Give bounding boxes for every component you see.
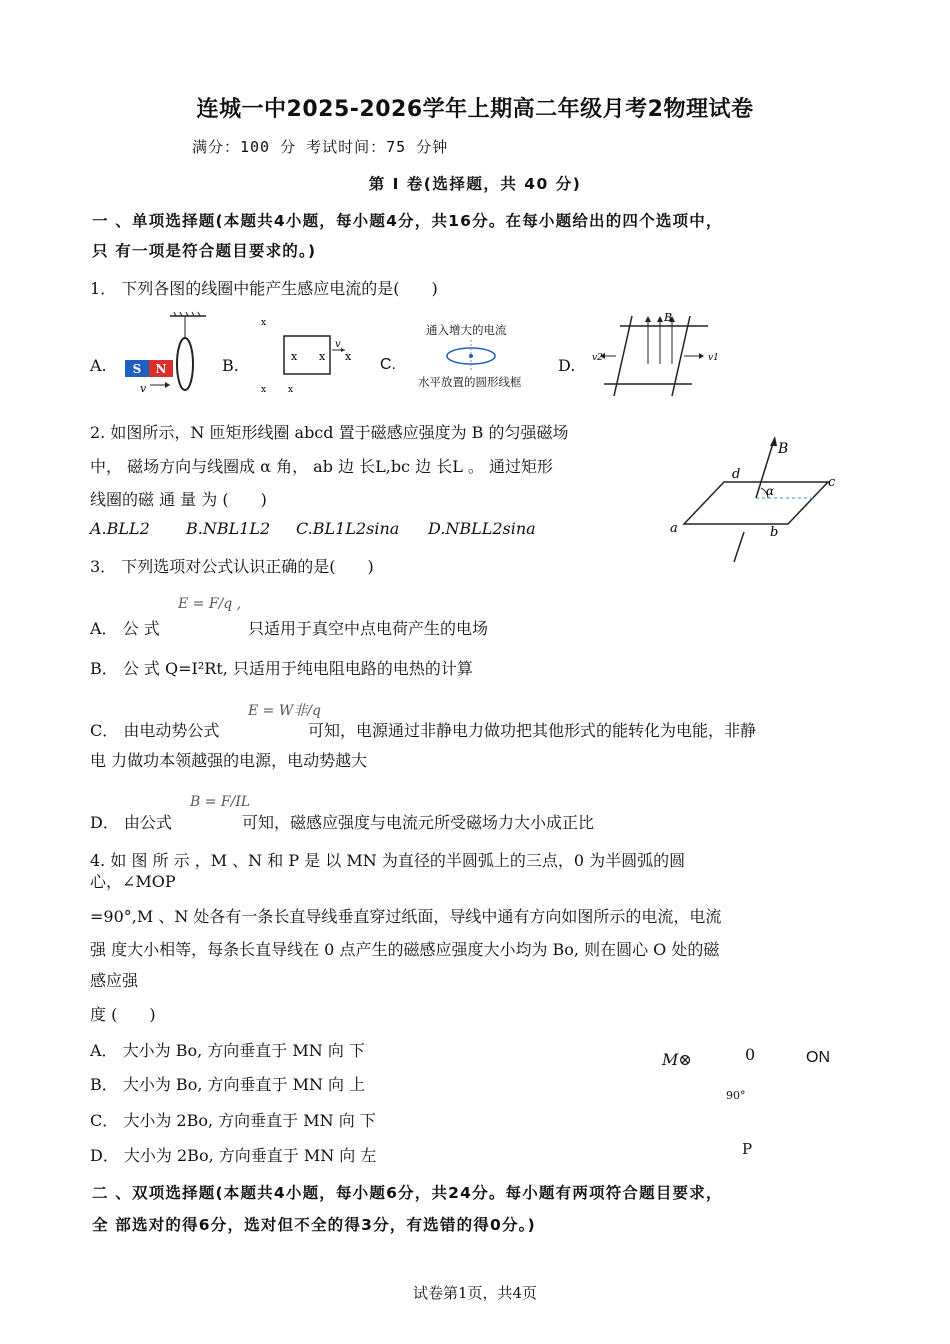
- q1-figure-c: [436, 340, 506, 370]
- q1-label-d: D.: [558, 356, 576, 375]
- field-mark: x: [345, 350, 352, 363]
- q3-option-d-text: 可知，磁感应强度与电流元所受磁场力大小成正比: [242, 813, 595, 832]
- q1-label-b: B.: [222, 356, 239, 375]
- q4-line3: =90°,M 、N 处各有一条长直导线垂直穿过纸面，导线中通有方向如图所示的电流，电流: [90, 907, 722, 926]
- section1-line2: 只 有一项是符合题目要求的。): [92, 242, 317, 260]
- q3-option-b: B． 公 式 Q=I²Rt, 只适用于纯电阻电路的电热的计算: [90, 659, 473, 678]
- magnet-n-pole: N: [155, 362, 167, 376]
- field-mark: x: [261, 385, 267, 395]
- velocity-label: v: [335, 339, 341, 350]
- q2-line1: 2. 如图所示，N 匝矩形线圈 abcd 置于磁感应强度为 B 的匀强磁场: [90, 423, 569, 442]
- q3-option-c-line2: 电 力做功本领越强的电源，电动势越大: [90, 751, 368, 770]
- field-b-label: B: [664, 311, 673, 324]
- q3-formula-c: E = W非/q: [248, 703, 321, 719]
- q4-line1: 4. 如 图 所 示 ，M 、N 和 P 是 以 MN 为直径的半圆弧上的三点，0 为半圆弧的圆: [90, 851, 686, 870]
- q1-figure-d: [590, 306, 730, 398]
- field-mark: x: [261, 318, 267, 328]
- q2-option-a: A.BLL2: [90, 519, 150, 538]
- figure-d-label: d: [732, 467, 741, 482]
- q4-option-c: C． 大小为 2Bo, 方向垂直于 MN 向 下: [90, 1111, 376, 1130]
- section2-line1: 二 、双项选择题(本题共4小题，每小题6分，共24分。每小题有两项符合题目要求，: [92, 1184, 723, 1202]
- q3-option-c-text: 可知，电源通过非静电力做功把其他形式的能转化为电能，非静: [308, 721, 757, 740]
- q4-figure-angle-label: 90°: [726, 1089, 746, 1102]
- q4-line6: 度 ( ): [90, 1005, 156, 1024]
- velocity-label: v: [140, 382, 147, 395]
- q3-option-c: C． 由电动势公式: [90, 721, 220, 740]
- q3-formula-d: B = F/IL: [190, 794, 251, 810]
- q4-figure-o-label: 0: [745, 1045, 756, 1064]
- q4-option-a: A． 大小为 Bo, 方向垂直于 MN 向 下: [90, 1041, 365, 1060]
- figure-b-label: B: [778, 441, 789, 457]
- figure-c-label: c: [828, 475, 836, 490]
- q4-figure-n-label: ON: [806, 1049, 830, 1066]
- q1-figure-b: [255, 314, 365, 396]
- q3-stem: 3． 下列选项对公式认识正确的是( ): [90, 557, 374, 576]
- q2-line2: 中， 磁场方向与线圈成 α 角， ab 边 长L,bc 边 长L 。 通过矩形: [90, 457, 553, 476]
- q3-option-a-text: 只适用于真空中点电荷产生的电场: [248, 619, 489, 638]
- figure-a-label: a: [670, 521, 678, 536]
- figure-b-corner-label: b: [770, 525, 779, 540]
- q2-line3: 线圈的磁 通 量 为 ( ): [90, 490, 267, 509]
- volume-heading: 第 I 卷(选择题，共 40 分): [368, 175, 582, 193]
- q4-figure-m-label: M⊗: [662, 1050, 692, 1069]
- exam-meta: 满分：100 分 考试时间：75 分钟: [192, 138, 449, 156]
- q4-line2: 心，∠MOP: [90, 872, 176, 891]
- q1-figure-c-top-label: 通入增大的电流: [426, 323, 507, 337]
- page-footer: 试卷第1页，共4页: [412, 1284, 538, 1302]
- q1-stem: 1． 下列各图的线圈中能产生感应电流的是( ): [90, 279, 438, 298]
- q1-figure-c-bottom-label: 水平放置的圆形线框: [418, 375, 522, 389]
- field-mark: x: [288, 385, 294, 395]
- field-mark: x: [319, 350, 326, 363]
- section1-line1: 一 、单项选择题(本题共4小题，每小题4分，共16分。在每小题给出的四个选项中，: [92, 212, 723, 230]
- page-title: 连城一中2025-2026学年上期高二年级月考2物理试卷: [196, 97, 754, 122]
- magnet-s-pole: S: [132, 362, 142, 376]
- velocity-v2-label: v2: [592, 353, 603, 363]
- q2-option-b: B.NBL1L2: [186, 519, 271, 538]
- q3-option-d: D． 由公式: [90, 813, 172, 832]
- q1-label-c: C.: [380, 356, 396, 373]
- q1-label-a: A.: [90, 356, 107, 375]
- q2-option-c: C.BL1L2sina: [296, 519, 400, 538]
- q4-figure-p-label: P: [742, 1140, 753, 1158]
- q4-line4: 强 度大小相等，每条长直导线在 0 点产生的磁感应强度大小均为 Bo, 则在圆心 O 处的磁: [90, 940, 720, 959]
- figure-alpha-label: α: [766, 484, 775, 498]
- q4-option-d: D． 大小为 2Bo, 方向垂直于 MN 向 左: [90, 1146, 377, 1165]
- q2-option-d: D.NBLL2sina: [428, 519, 536, 538]
- field-mark: x: [291, 350, 298, 363]
- q4-option-b: B． 大小为 Bo, 方向垂直于 MN 向 上: [90, 1075, 366, 1094]
- q1-figure-a: [118, 310, 218, 398]
- section2-line2: 全 部选对的得6分，选对但不全的得3分，有选错的得0分。): [92, 1216, 536, 1234]
- q2-figure: [662, 432, 862, 566]
- velocity-v1-label: v1: [708, 353, 719, 363]
- q4-line5: 感应强: [90, 971, 139, 990]
- q3-option-a: A． 公 式: [90, 619, 160, 638]
- q3-formula-a: E = F/q ,: [178, 596, 242, 612]
